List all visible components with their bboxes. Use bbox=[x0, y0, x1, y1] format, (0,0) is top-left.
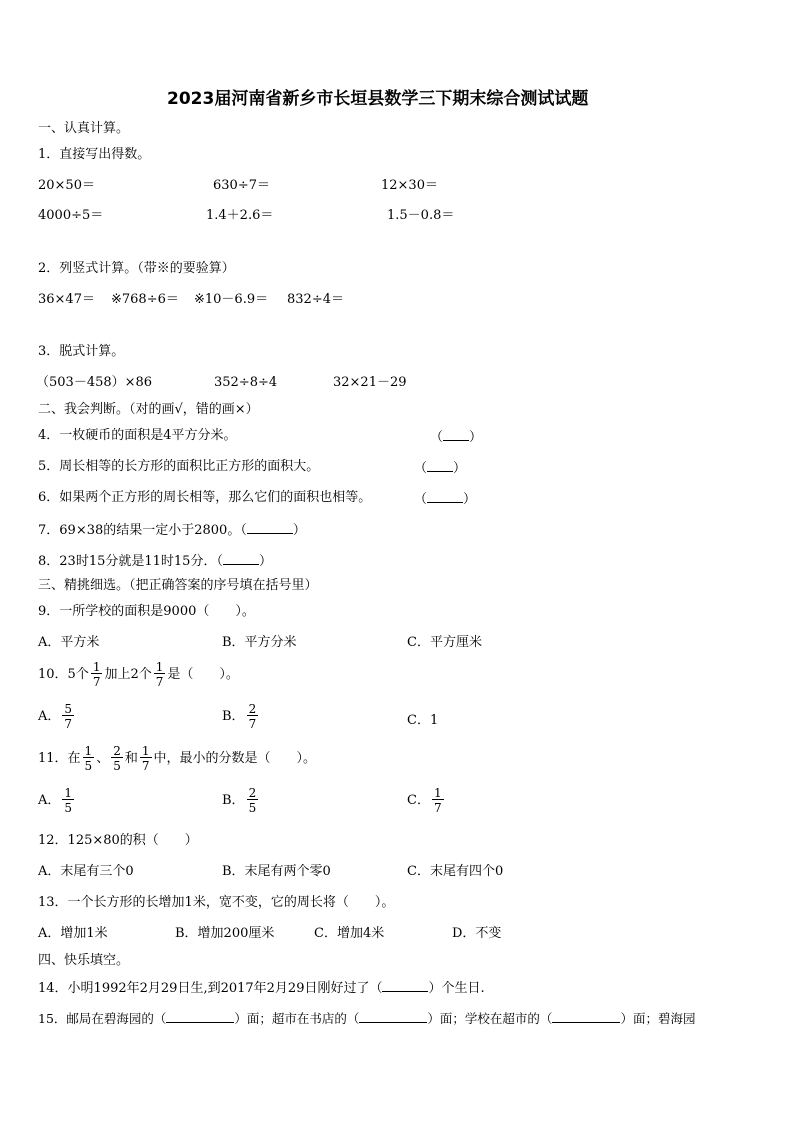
denominator: 7 bbox=[141, 759, 150, 773]
q12-option-c[interactable]: C．末尾有四个0 bbox=[407, 864, 504, 879]
question-12: 12．125×80的积（ ） bbox=[38, 833, 198, 848]
fraction bbox=[91, 661, 103, 688]
question-7 bbox=[38, 522, 306, 537]
answer-blank[interactable] bbox=[247, 522, 293, 534]
q13-option-a[interactable]: A．增加1米 bbox=[38, 926, 108, 941]
denominator: 5 bbox=[84, 759, 93, 773]
question-11 bbox=[38, 745, 316, 772]
section-3-heading: 三、精挑细选。（把正确答案的序号填在括号里） bbox=[38, 578, 318, 593]
question-3-label: 3．脱式计算。 bbox=[38, 344, 125, 359]
question-5: 5．周长相等的长方形的面积比正方形的面积大。 bbox=[38, 459, 320, 474]
answer-blank[interactable] bbox=[443, 429, 469, 441]
numerator: 5 bbox=[64, 702, 73, 716]
numerator: 2 bbox=[113, 744, 121, 758]
fraction bbox=[247, 787, 259, 814]
q1-item-6: 1.5－0.8＝ bbox=[387, 208, 455, 223]
q11-option-a[interactable] bbox=[38, 787, 76, 814]
q3-item-1: （503－458）×86 bbox=[36, 375, 153, 390]
section-1-heading: 一、认真计算。 bbox=[38, 121, 130, 136]
numerator: 1 bbox=[84, 744, 93, 758]
close-paren: ） bbox=[453, 461, 467, 476]
q3-item-2: 352÷8÷4 bbox=[214, 375, 278, 390]
close-paren: ） bbox=[463, 492, 477, 507]
question-6-answer[interactable] bbox=[414, 491, 476, 506]
open-paren: （ bbox=[414, 492, 428, 507]
fraction bbox=[140, 745, 152, 772]
q13-option-c[interactable]: C．增加4米 bbox=[314, 926, 385, 941]
q11-option-c[interactable] bbox=[407, 787, 446, 814]
q9-option-b[interactable]: B．平方分米 bbox=[222, 635, 297, 650]
section-2-heading: 二、我会判断。（对的画√，错的画×） bbox=[38, 402, 259, 417]
option-label: C． bbox=[407, 793, 430, 808]
q10-option-a[interactable] bbox=[38, 703, 76, 730]
q2-item-3: ※10－6.9＝ bbox=[194, 292, 269, 307]
question-7-text: 7．69×38的结果一定小于2800。 bbox=[38, 523, 241, 538]
denominator: 7 bbox=[64, 717, 73, 731]
q10-text-3: 是（ ）。 bbox=[167, 667, 239, 682]
question-14 bbox=[38, 980, 485, 995]
q15-text-1: 15．邮局在碧海园的（ bbox=[38, 1011, 167, 1026]
q14-text-1: 14．小明1992年2月29日生,到2017年2月29日刚好过了（ bbox=[38, 981, 383, 996]
close-paren: ） bbox=[469, 430, 483, 445]
numerator: 1 bbox=[433, 786, 442, 800]
numerator: 1 bbox=[141, 744, 150, 758]
q1-item-3: 12×30＝ bbox=[381, 178, 438, 193]
separator: 和 bbox=[124, 751, 138, 766]
q11-text-2: 中，最小的分数是（ ）。 bbox=[153, 751, 317, 766]
q11-option-b[interactable] bbox=[222, 787, 260, 814]
numerator: 1 bbox=[92, 660, 101, 674]
denominator: 7 bbox=[248, 717, 257, 731]
question-6: 6．如果两个正方形的周长相等，那么它们的面积也相等。 bbox=[38, 490, 372, 505]
open-paren: （ bbox=[240, 523, 247, 538]
open-paren: （ bbox=[430, 430, 444, 445]
question-1-label: 1．直接写出得数。 bbox=[38, 147, 151, 162]
answer-blank[interactable] bbox=[427, 491, 463, 503]
answer-blank[interactable] bbox=[427, 460, 453, 472]
question-4-answer[interactable] bbox=[430, 429, 482, 444]
question-8 bbox=[38, 553, 272, 568]
q10-option-c[interactable]: C．1 bbox=[407, 713, 439, 728]
q2-item-4: 832÷4＝ bbox=[287, 292, 344, 307]
option-label: B． bbox=[222, 709, 245, 724]
fraction bbox=[83, 745, 95, 772]
q15-text-4: ）面；碧海园 bbox=[620, 1011, 696, 1026]
numerator: 2 bbox=[248, 702, 257, 716]
numerator: 1 bbox=[155, 660, 164, 674]
q2-item-2: ※768÷6＝ bbox=[111, 292, 179, 307]
answer-blank[interactable] bbox=[223, 553, 259, 565]
separator: 、 bbox=[96, 751, 110, 766]
q12-option-b[interactable]: B．末尾有两个零0 bbox=[222, 864, 331, 879]
option-label: B． bbox=[222, 793, 245, 808]
fraction bbox=[62, 703, 74, 730]
q14-text-2: ）个生日. bbox=[428, 981, 485, 996]
q15-text-2: ）面；超市在书店的（ bbox=[234, 1011, 360, 1026]
question-10 bbox=[38, 661, 239, 688]
q1-item-1: 20×50＝ bbox=[38, 178, 95, 193]
q1-item-2: 630÷7＝ bbox=[213, 178, 270, 193]
q15-text-3: ）面；学校在超市的（ bbox=[427, 1011, 553, 1026]
answer-blank[interactable] bbox=[166, 1011, 234, 1023]
section-4-heading: 四、快乐填空。 bbox=[38, 953, 130, 968]
question-2-label: 2．列竖式计算。（带※的要验算） bbox=[38, 261, 235, 276]
open-paren: （ bbox=[216, 554, 223, 569]
fraction bbox=[432, 787, 444, 814]
option-label: A． bbox=[38, 709, 61, 724]
answer-blank[interactable] bbox=[382, 980, 428, 992]
close-paren: ） bbox=[292, 523, 306, 538]
denominator: 5 bbox=[248, 801, 257, 815]
answer-blank[interactable] bbox=[552, 1011, 620, 1023]
close-paren: ） bbox=[258, 554, 272, 569]
q9-option-a[interactable]: A．平方米 bbox=[38, 635, 100, 650]
q2-item-1: 36×47＝ bbox=[38, 292, 95, 307]
question-15 bbox=[38, 1011, 695, 1026]
denominator: 7 bbox=[92, 675, 101, 689]
q1-item-4: 4000÷5＝ bbox=[38, 208, 104, 223]
question-8-text: 8．23时15分就是11时15分． bbox=[38, 554, 217, 569]
q9-option-c[interactable]: C．平方厘米 bbox=[407, 635, 482, 650]
q10-option-b[interactable] bbox=[222, 703, 260, 730]
fraction bbox=[154, 661, 166, 688]
denominator: 5 bbox=[64, 801, 73, 815]
question-5-answer[interactable] bbox=[414, 460, 466, 475]
numerator: 1 bbox=[64, 786, 73, 800]
denominator: 7 bbox=[433, 801, 442, 815]
q12-option-a[interactable]: A．末尾有三个0 bbox=[38, 864, 134, 879]
denominator: 7 bbox=[155, 675, 164, 689]
q3-item-3: 32×21－29 bbox=[333, 375, 407, 390]
fraction bbox=[62, 787, 74, 814]
q11-text-1: 11．在 bbox=[38, 751, 81, 766]
numerator: 2 bbox=[248, 786, 257, 800]
answer-blank[interactable] bbox=[359, 1011, 427, 1023]
q10-text-1: 10．5个 bbox=[38, 667, 89, 682]
denominator: 5 bbox=[113, 759, 121, 773]
q10-text-2: 加上2个 bbox=[104, 667, 152, 682]
q13-option-b[interactable]: B．增加200厘米 bbox=[175, 926, 275, 941]
question-4: 4．一枚硬币的面积是4平方分米。 bbox=[38, 428, 237, 443]
q13-option-d[interactable]: D．不变 bbox=[452, 926, 502, 941]
question-13: 13．一个长方形的长增加1米，宽不变，它的周长将（ ）。 bbox=[38, 895, 395, 910]
option-label: A． bbox=[38, 793, 61, 808]
fraction bbox=[111, 745, 123, 772]
page-title: 2023届河南省新乡市长垣县数学三下期末综合测试试题 bbox=[167, 89, 589, 109]
q1-item-5: 1.4＋2.6＝ bbox=[206, 208, 274, 223]
open-paren: （ bbox=[414, 461, 428, 476]
fraction bbox=[247, 703, 259, 730]
question-9: 9．一所学校的面积是9000（ ）。 bbox=[38, 604, 255, 619]
